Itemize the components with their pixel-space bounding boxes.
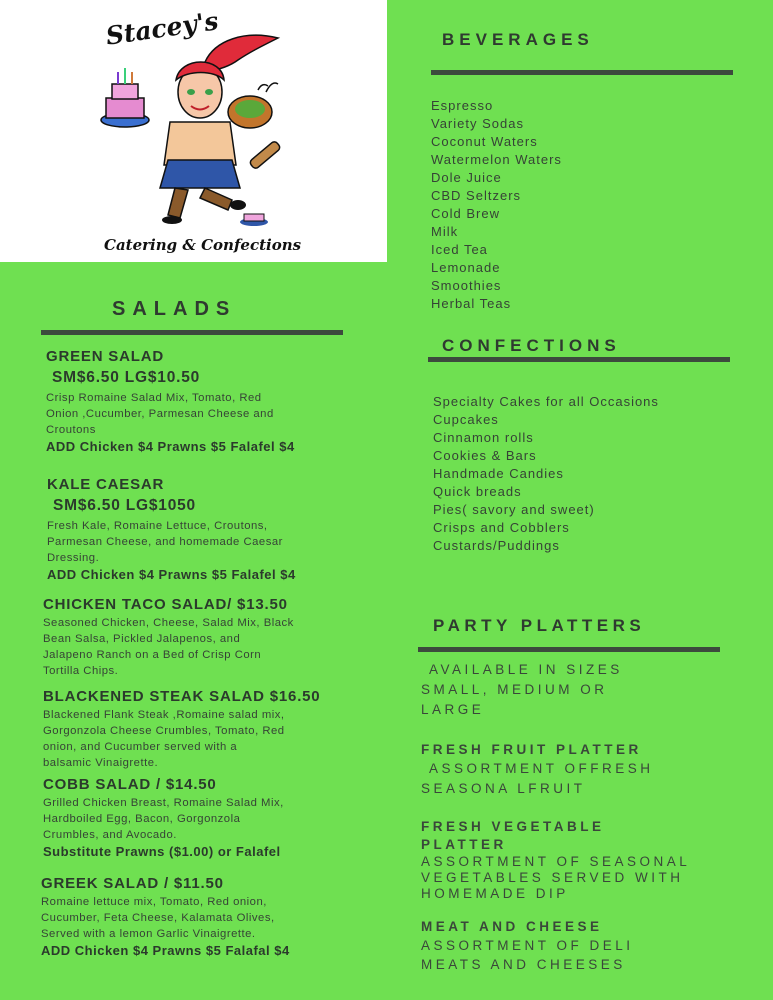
- menu-item-cobb-salad: [43, 776, 284, 859]
- item-name: BLACKENED STEAK SALAD $16.50: [43, 688, 321, 705]
- chef-illustration: [0, 0, 387, 262]
- list-item: Variety Sodas: [431, 116, 524, 131]
- item-desc: Grilled Chicken Breast, Romaine Salad Mix, Hardboiled Egg, Bacon, Gorgonzola Crumbles, and Avocado.: [43, 797, 284, 841]
- menu-item-kale-caesar: [47, 476, 296, 582]
- menu-item-greek-salad: [41, 875, 290, 958]
- list-item: Watermelon Waters: [431, 152, 562, 167]
- item-add-ons: Substitute Prawns ($1.00) or Falafel: [43, 844, 281, 859]
- list-item: Specialty Cakes for all Occasions: [433, 394, 659, 409]
- list-item: Crisps and Cobblers: [433, 520, 570, 535]
- platter-name: PLATTER: [421, 837, 507, 852]
- item-desc: Seasoned Chicken, Cheese, Salad Mix, Black Bean Salsa, Pickled Jalapenos, and Jalapeno Ranch on a Bed of Crisp Corn Tortilla Chips.: [43, 617, 294, 677]
- platter-name: MEAT AND CHEESE: [421, 919, 603, 934]
- confections-list: [433, 393, 659, 555]
- item-desc: Crisp Romaine Salad Mix, Tomato, Red Onion ,Cucumber, Parmesan Cheese and Croutons: [46, 392, 274, 436]
- party-platters-title: PARTY PLATTERS: [433, 616, 646, 635]
- logo-subtitle: Catering & Confections: [104, 236, 302, 254]
- list-item: Cinnamon rolls: [433, 430, 534, 445]
- list-item: Coconut Waters: [431, 134, 538, 149]
- list-item: Herbal Teas: [431, 296, 512, 311]
- logo: [0, 0, 387, 262]
- confections-title: CONFECTIONS: [442, 336, 621, 355]
- list-item: Handmade Candies: [433, 466, 564, 481]
- item-name: GREEN SALAD: [46, 348, 164, 365]
- list-item: Espresso: [431, 98, 494, 113]
- beverages-title: BEVERAGES: [442, 30, 594, 49]
- platter-fresh-vegetable: FRESH VEGETABLE PLATTER ASSORTMENT OF SEASONAL VEGETABLES SERVED WITH HOMEMADE DIP: [421, 819, 691, 901]
- platter-availability: AVAILABLE IN SIZES SMALL, MEDIUM OR LARGE: [421, 662, 623, 717]
- list-item: Cookies & Bars: [433, 448, 537, 463]
- item-price: SM$6.50 LG$1050: [53, 497, 196, 514]
- item-desc: Blackened Flank Steak ,Romaine salad mix, Gorgonzola Cheese Crumbles, Tomato, Red onion, and Cucumber served with a balsamic Vinaigrette.: [43, 709, 285, 769]
- list-item: Custards/Puddings: [433, 538, 560, 553]
- party-platters-rule: [418, 647, 720, 652]
- item-add-ons: ADD Chicken $4 Prawns $5 Falafal $4: [41, 943, 290, 958]
- menu-item-blackened-steak-salad: [43, 688, 320, 771]
- menu-item-green-salad: [46, 348, 295, 454]
- beverages-rule: [431, 70, 733, 75]
- platter-fresh-fruit: FRESH FRUIT PLATTER ASSORTMENT OFFRESH SEASONA LFRUIT: [421, 742, 654, 796]
- list-item: Cold Brew: [431, 206, 500, 221]
- confections-rule: [428, 357, 730, 362]
- list-item: Cupcakes: [433, 412, 499, 427]
- logo-title: Stacey's: [104, 6, 221, 51]
- list-item: Quick breads: [433, 484, 522, 499]
- list-item: Pies( savory and sweet): [433, 502, 595, 517]
- salads-rule: [41, 330, 343, 335]
- platter-meat-and-cheese: MEAT AND CHEESE ASSORTMENT OF DELI MEATS AND CHEESES: [421, 919, 634, 972]
- salads-title: SALADS: [112, 298, 237, 320]
- platter-name: FRESH FRUIT PLATTER: [421, 742, 642, 757]
- platter-name: FRESH VEGETABLE: [421, 819, 605, 834]
- item-name: CHICKEN TACO SALAD/ $13.50: [43, 596, 288, 613]
- list-item: Smoothies: [431, 278, 502, 293]
- item-add-ons: ADD Chicken $4 Prawns $5 Falafel $4: [47, 567, 296, 582]
- item-add-ons: ADD Chicken $4 Prawns $5 Falafel $4: [46, 439, 295, 454]
- item-desc: Romaine lettuce mix, Tomato, Red onion, Cucumber, Feta Cheese, Kalamata Olives, Served with a lemon Garlic Vinaigrette.: [41, 896, 275, 940]
- item-name: KALE CAESAR: [47, 476, 165, 493]
- beverages-list: [431, 97, 562, 313]
- list-item: CBD Seltzers: [431, 188, 522, 203]
- list-item: Milk: [431, 224, 459, 239]
- item-desc: Fresh Kale, Romaine Lettuce, Croutons, Parmesan Cheese, and homemade Caesar Dressing.: [47, 520, 283, 564]
- list-item: Dole Juice: [431, 170, 502, 185]
- item-name: COBB SALAD / $14.50: [43, 776, 217, 793]
- item-name: GREEK SALAD / $11.50: [41, 875, 224, 892]
- menu-item-chicken-taco-salad: [43, 596, 294, 679]
- list-item: Iced Tea: [431, 242, 488, 257]
- item-price: SM$6.50 LG$10.50: [52, 369, 201, 386]
- list-item: Lemonade: [431, 260, 501, 275]
